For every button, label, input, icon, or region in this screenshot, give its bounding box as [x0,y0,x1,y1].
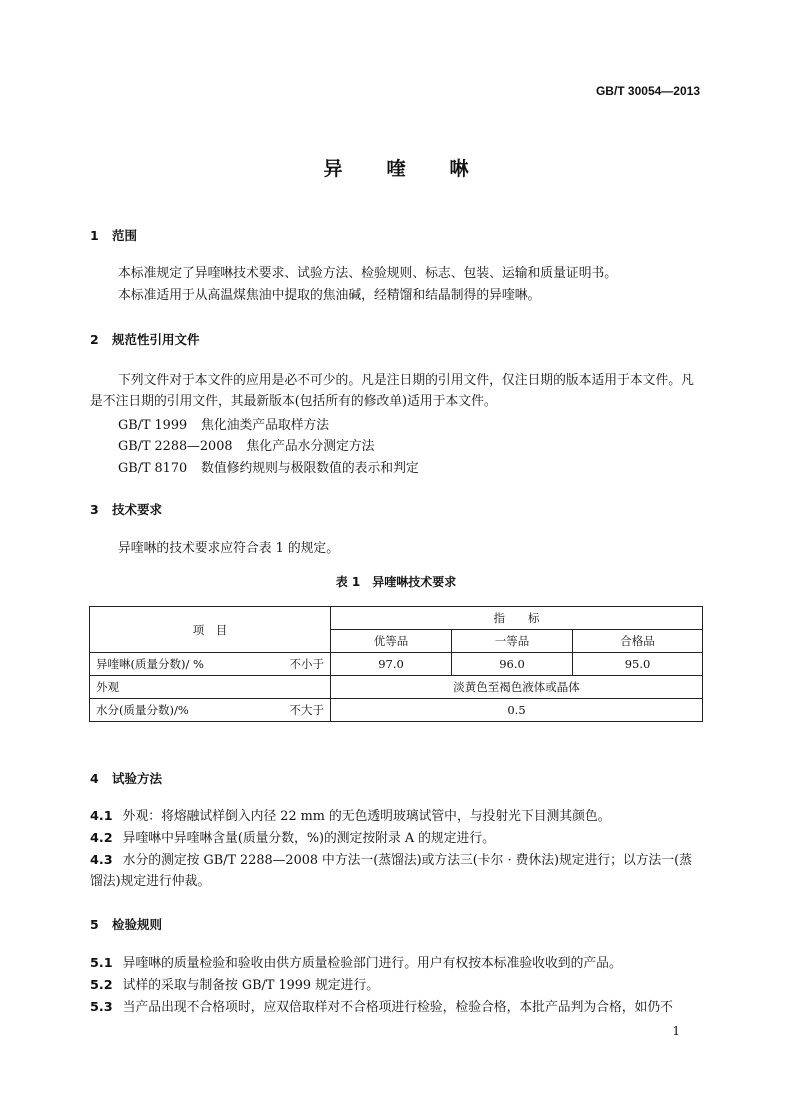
clause-5-2 [90,975,704,996]
section-number: 2 [90,332,99,347]
section-1-heading [90,226,137,244]
clause-4-3 [90,850,704,892]
document-title: 异喹啉 [323,158,513,180]
section-5-heading [90,915,162,933]
grade-cell: 一等品 [452,630,573,653]
section-title: 范围 [112,228,138,243]
row-limit: 不大于 [289,703,324,717]
merged-value-cell: 淡黄色至褐色液体或晶体 [331,676,703,699]
clause-4-1 [90,806,704,827]
row-name-cell [90,653,331,676]
section-1-para-1: 本标准规定了异喹啉技术要求、试验方法、检验规则、标志、包装、运输和质量证明书。 [118,266,618,281]
reference-title: 数值修约规则与极限数值的表示和判定 [201,461,419,476]
clause-text: 试样的采取与制备按 GB/T 1999 规定进行。 [122,978,380,993]
reference-title: 焦化油类产品取样方法 [201,418,330,433]
reference-item [118,414,329,433]
grade-cell: 合格品 [573,630,703,653]
reference-code: GB/T 1999 [118,418,188,433]
section-number: 4 [90,771,99,786]
row-name: 异喹啉(质量分数)/ % [96,657,204,671]
clause-text: 异喹啉的质量检验和验收由供方质量检验部门进行。用户有权按本标准验收收到的产品。 [122,956,622,971]
spec-table [89,606,703,722]
clause-number: 4.3 [90,853,113,868]
row-name: 外观 [96,680,119,694]
reference-code: GB/T 8170 [118,461,188,476]
clause-number: 5.3 [90,1000,113,1015]
section-title: 检验规则 [112,917,163,932]
page-number: 1 [672,1024,680,1038]
table-row [90,699,703,722]
reference-title: 焦化产品水分测定方法 [246,439,375,454]
section-title: 规范性引用文件 [112,332,200,347]
clause-text: 水分的测定按 GB/T 2288—2008 中方法一(蒸馏法)或方法三(卡尔 · 费休法)规定进行；以方法一(蒸馏法)规定进行仲裁。 [90,853,692,889]
reference-item [118,457,419,476]
section-number: 1 [90,228,99,243]
header-item-cell: 项 目 [90,607,331,653]
clause-number: 5.1 [90,956,113,971]
section-number: 3 [90,502,99,517]
section-title: 技术要求 [112,502,163,517]
header-index-cell: 指 标 [331,607,703,630]
clause-number: 4.2 [90,831,113,846]
section-4-heading [90,769,162,787]
value-cell: 97.0 [331,653,452,676]
value-cell: 96.0 [452,653,573,676]
merged-value-cell: 0.5 [331,699,703,722]
grade-cell: 优等品 [331,630,452,653]
row-name-cell [90,676,331,699]
clause-5-1 [90,953,704,974]
clause-text: 异喹啉中异喹啉含量(质量分数，%)的测定按附录 A 的规定进行。 [122,831,495,846]
section-number: 5 [90,917,99,932]
table-row [90,676,703,699]
section-3-para-1: 异喹啉的技术要求应符合表 1 的规定。 [118,541,340,556]
standard-number: GB/T 30054—2013 [595,84,700,98]
section-2-heading [90,330,200,348]
clause-text: 外观：将熔融试样倒入内径 22 mm 的无色透明玻璃试管中，与投射光下目测其颜色。 [122,809,611,824]
clause-number: 4.1 [90,809,113,824]
section-title: 试验方法 [112,771,163,786]
value-cell: 95.0 [573,653,703,676]
row-name-cell [90,699,331,722]
clause-text: 当产品出现不合格项时，应双倍取样对不合格项进行检验，检验合格，本批产品判为合格，如仍不 [122,1000,673,1015]
section-2-para-1: 下列文件对于本文件的应用是必不可少的。凡是注日期的引用文件，仅注日期的版本适用于本文件。凡是不注日期的引用文件，其最新版本(包括所有的修改单)适用于本文件。 [90,373,694,409]
clause-4-2 [90,828,704,849]
clause-number: 5.2 [90,978,113,993]
clause-5-3 [90,997,704,1018]
row-name: 水分(质量分数)/% [96,703,189,717]
section-3-heading [90,500,162,518]
reference-item [118,435,374,454]
table-row [90,653,703,676]
section-1-para-2: 本标准适用于从高温煤焦油中提取的焦油碱，经精馏和结晶制得的异喹啉。 [118,288,541,303]
table-header-row [90,607,703,630]
row-limit: 不小于 [289,657,324,671]
table-caption: 表 1 异喹啉技术要求 [335,575,457,589]
reference-code: GB/T 2288—2008 [118,439,233,454]
